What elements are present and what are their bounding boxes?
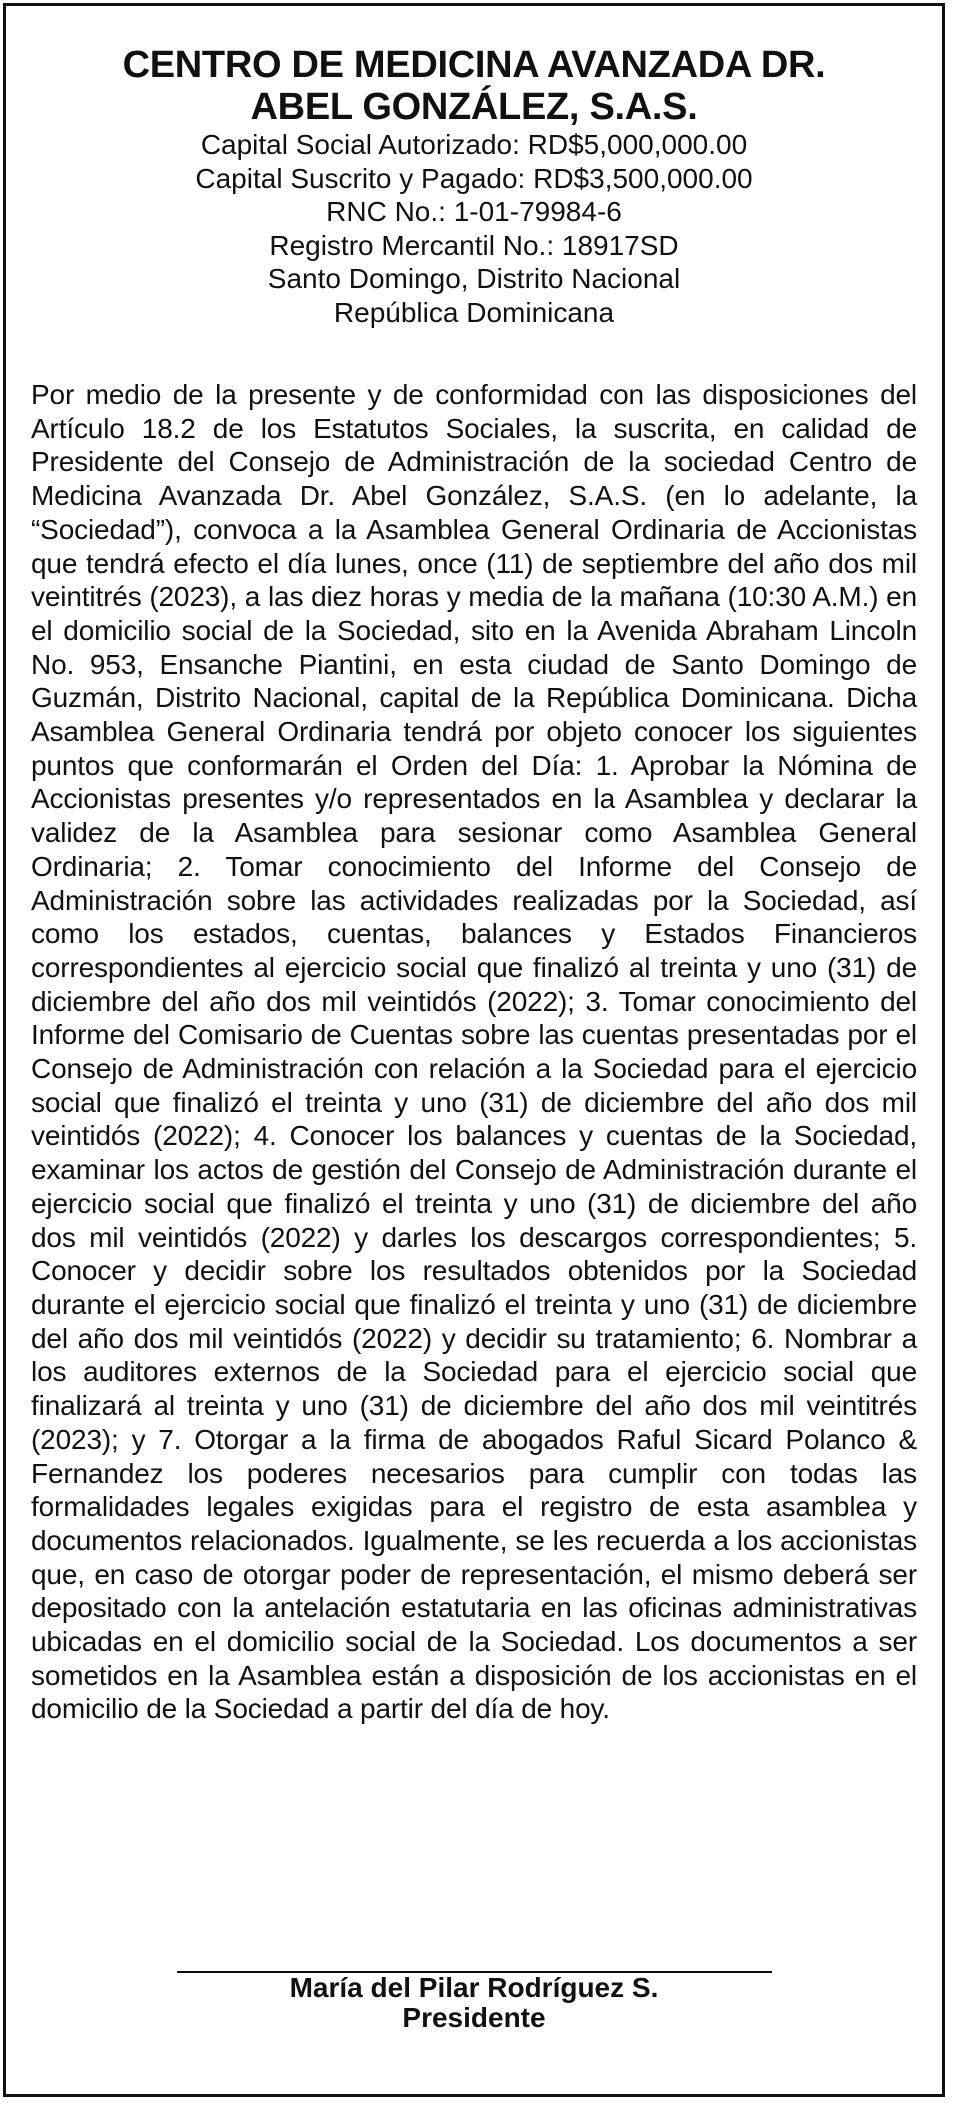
signatory-role: Presidente — [402, 2002, 546, 2033]
country: República Dominicana — [333, 296, 615, 328]
signatory-name: María del Pilar Rodríguez S. — [289, 1972, 659, 2003]
notice-frame — [3, 3, 945, 2097]
city: Santo Domingo, Distrito Nacional — [267, 263, 681, 294]
capital-authorized: Capital Social Autorizado: RD$5,000,000.00 — [200, 129, 748, 160]
notice-header — [6, 44, 942, 329]
company-title: CENTRO DE MEDICINA AVANZADA DR. ABEL GONZÁLEZ, S.A.S. — [122, 44, 826, 128]
mercantile-registry: Registro Mercantil No.: 18917SD — [269, 229, 679, 261]
rnc-number: RNC No.: 1-01-79984-6 — [326, 196, 622, 227]
notice-body: Por medio de la presente y de conformidad con las disposiciones del Artículo 18.2 de los Estatutos Sociales, la suscrita, en calidad de Presidente del Consejo de Administración de la sociedad Centro de Medicina Avanzada Dr. Abel González, S.A.S. (en lo adelante, la “Sociedad”), convoca a la Asamblea General Ordinaria de Accionistas que tendrá efecto el día lunes, once (11) de septiembre del año dos mil veintitrés (2023), a las diez horas y media de la mañana (10:30 A.M.) en el domicilio social de la Sociedad, sito en la Avenida Abraham Lincoln No. 953, Ensanche Piantini, en esta ciudad de Santo Domingo de Guzmán, Distrito Nacional, capital de la República Dominicana. Dicha Asamblea General Ordinaria tendrá por objeto conocer los siguientes puntos que conformarán el Orden del Día: 1. Aprobar la Nómina de Accionistas presentes y/o representados en la Asamblea y declarar la validez de la Asamblea para sesionar como Asamblea General Ordinaria; 2. Tomar conocimiento del Informe del Consejo de Administración sobre las actividades realizadas por la Sociedad, así como los estados, cuentas, balances y Estados Financieros correspondientes al ejercicio social que finalizó al treinta y uno (31) de diciembre del año dos mil veintidós (2022); 3. Tomar conocimiento del Informe del Comisario de Cuentas sobre las cuentas presentadas por el Consejo de Administración con relación a la Sociedad para el ejercicio social que finalizó el treinta y uno (31) de diciembre del año dos mil veintidós (2022); 4. Conocer los balances y cuentas de la Sociedad, examinar los actos de gestión del Consejo de Administración durante el ejercicio social que finalizó el treinta y uno (31) de diciembre del año dos mil veintidós (2022) y darles los descargos correspondientes; 5. Conocer y decidir sobre los resultados obtenidos por la Sociedad durante el ejercicio social que finalizó el treinta y uno (31) de diciembre del año dos mil veintidós (2022) y decidir su tratamiento; 6. Nombrar a los auditores externos de la Sociedad para el ejercicio social que finalizará al treinta y uno (31) de diciembre del año dos mil veintitrés (2023); y 7. Otorgar a la firma de abogados Raful Sicard Polanco & Fernandez los poderes necesarios para cumplir con todas las formalidades legales exigidas para el registro de esta asamblea y documentos relacionados. Igualmente, se les recuerda a los accionistas que, en caso de otorgar poder de representación, el mismo deberá ser depositado con la antelación estatutaria en las oficinas administrativas ubicadas en el domicilio social de la Sociedad. Los documentos a ser sometidos en la Asamblea están a disposición de los accionistas en el domicilio de la Sociedad a partir del día de hoy. — [31, 379, 917, 1725]
signature-block — [6, 1971, 942, 2033]
capital-subscribed: Capital Suscrito y Pagado: RD$3,500,000.00 — [195, 162, 753, 194]
